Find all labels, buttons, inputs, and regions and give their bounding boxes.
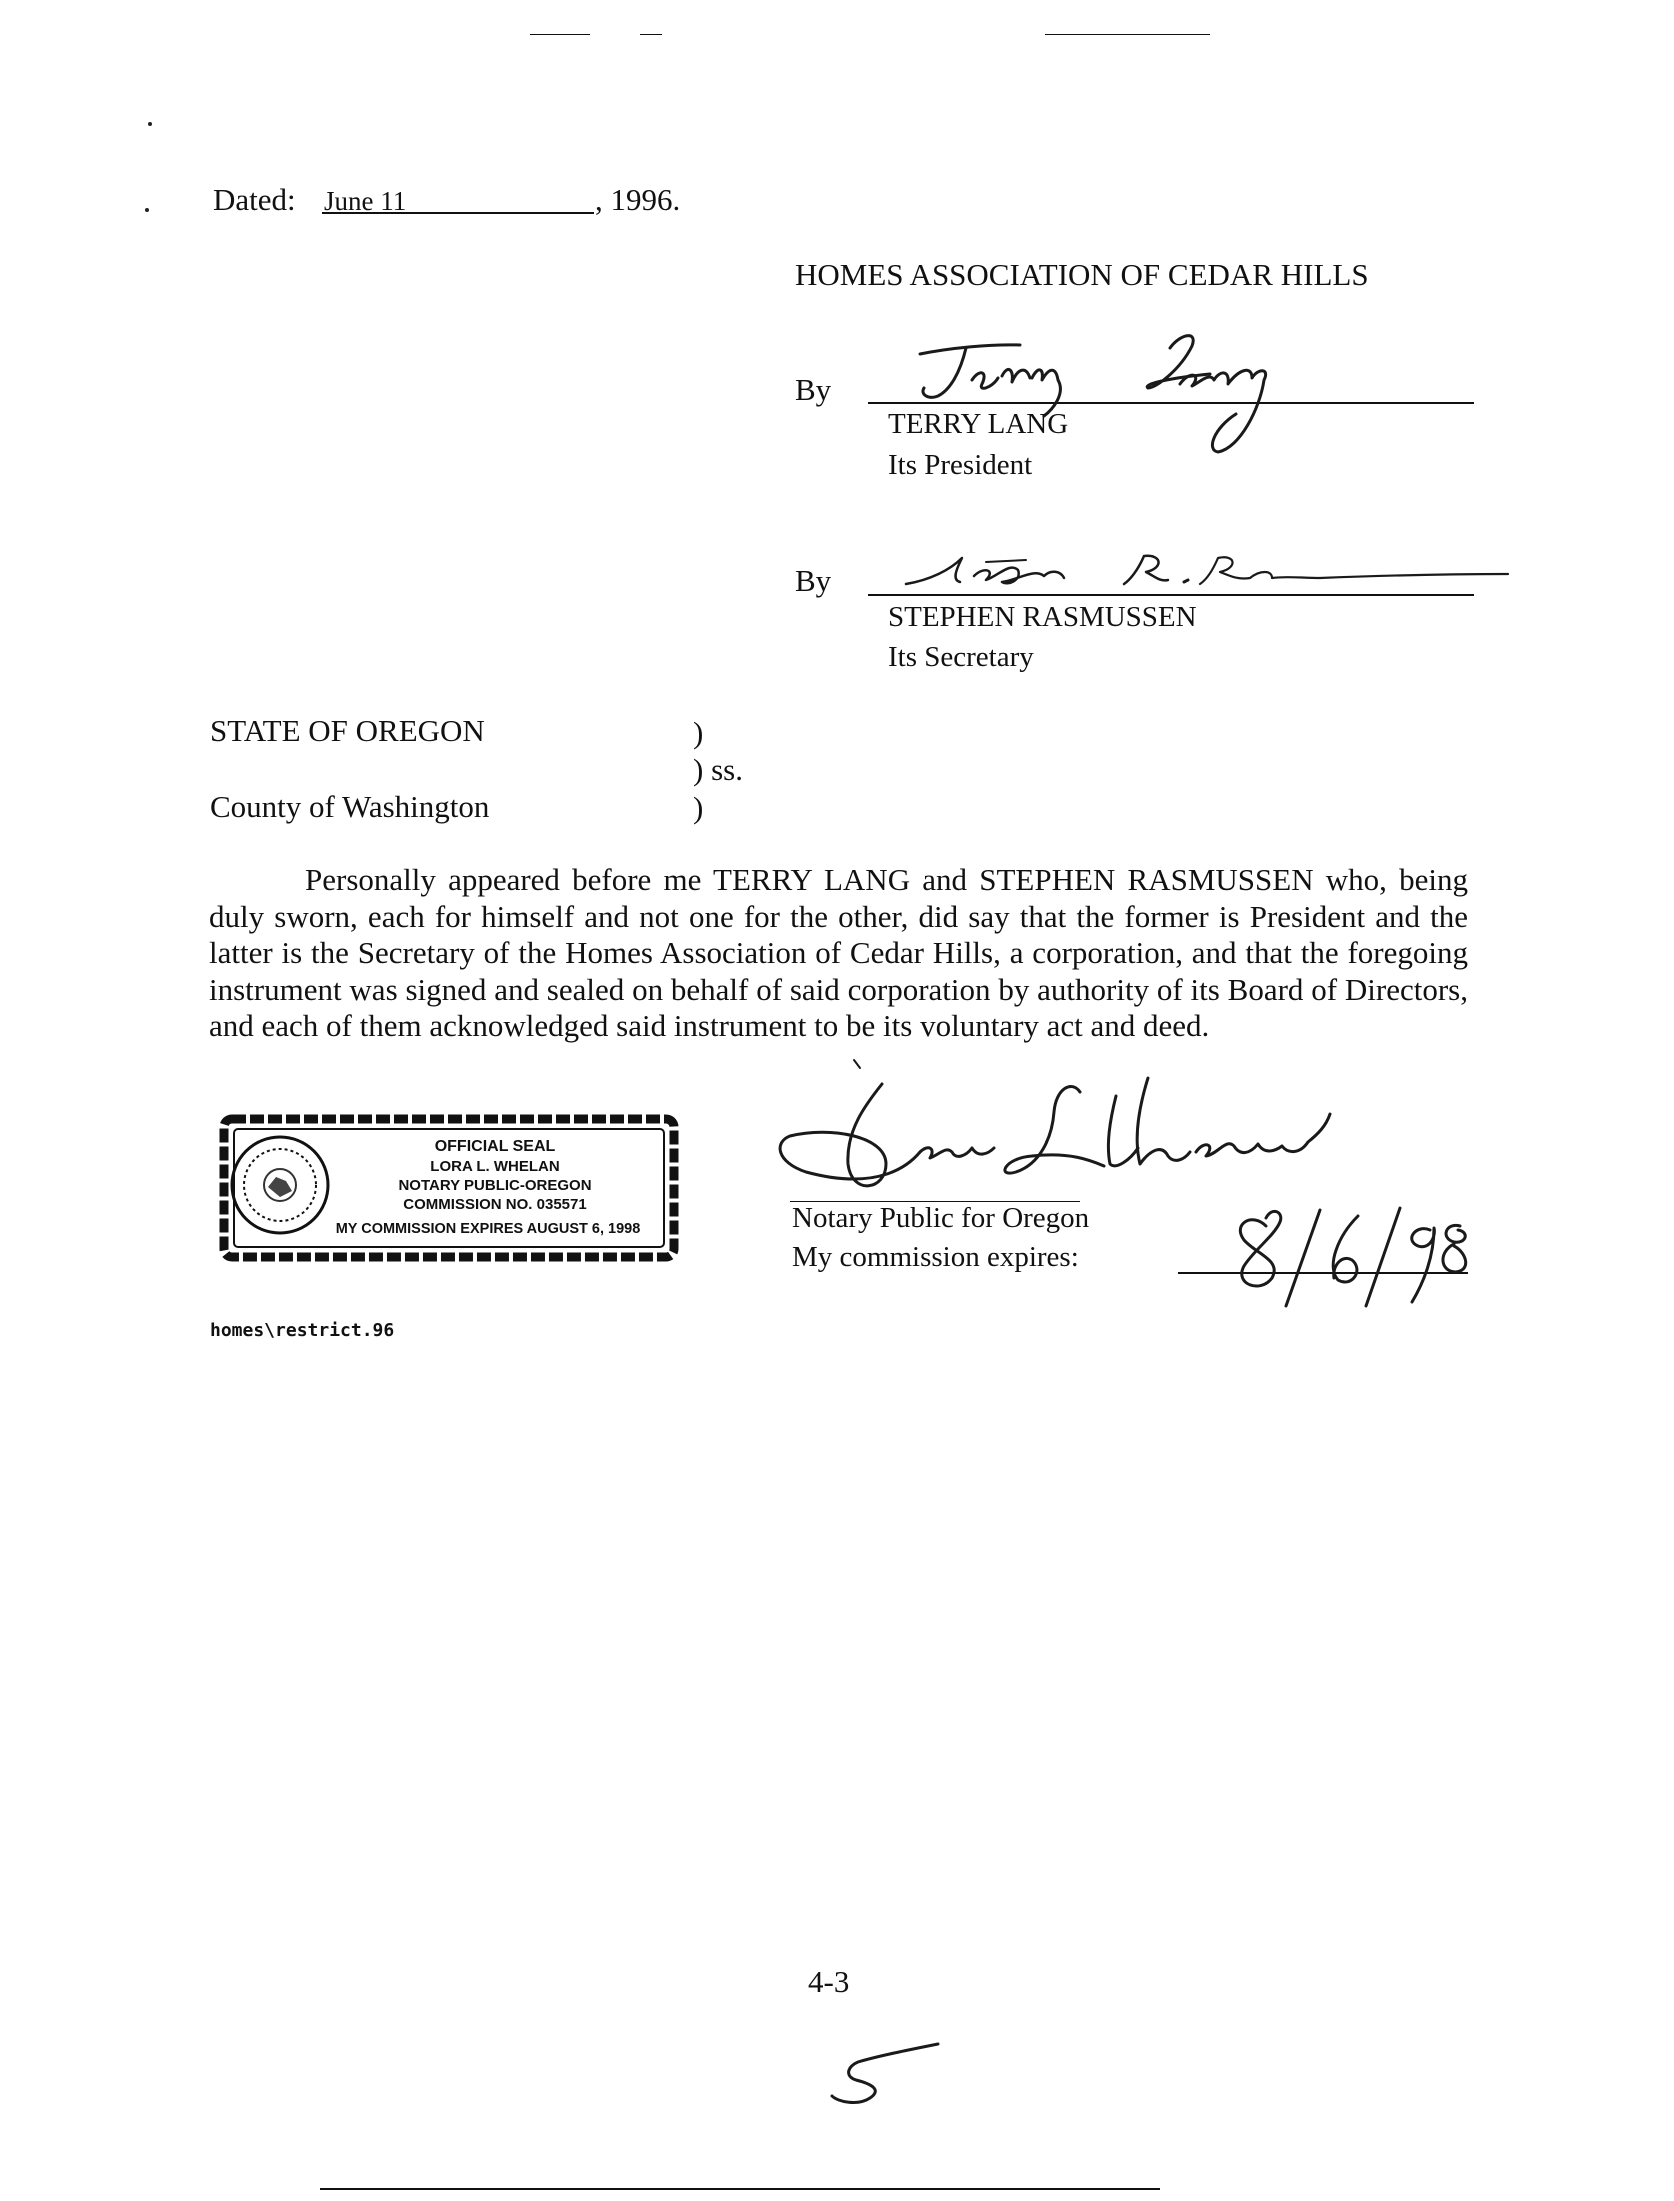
signer-by-label: By bbox=[795, 563, 832, 598]
signer-title: Its Secretary bbox=[888, 641, 1034, 673]
svg-text:COMMISSION NO. 035571: COMMISSION NO. 035571 bbox=[403, 1196, 587, 1213]
scan-artifact bbox=[530, 34, 590, 35]
scan-artifact bbox=[640, 34, 662, 35]
venue-state: STATE OF OREGON bbox=[210, 713, 485, 748]
svg-text:MY COMMISSION EXPIRES AUGUST 6: MY COMMISSION EXPIRES AUGUST 6, 1998 bbox=[335, 1221, 641, 1237]
signer-title: Its President bbox=[888, 449, 1033, 481]
notary-public-label: Notary Public for Oregon bbox=[792, 1202, 1090, 1234]
venue-bracket: ) bbox=[693, 790, 704, 825]
commission-expires-label: My commission expires: bbox=[792, 1241, 1079, 1273]
signer-by-label: By bbox=[795, 372, 832, 407]
venue-bracket: ) bbox=[693, 715, 704, 750]
scan-speck bbox=[148, 122, 152, 126]
scan-artifact bbox=[320, 2188, 1160, 2190]
svg-text:LORA L. WHELAN: LORA L. WHELAN bbox=[430, 1158, 560, 1175]
file-code: homes\restrict.96 bbox=[210, 1320, 395, 1341]
dated-year: , 1996. bbox=[595, 182, 681, 217]
svg-text:NOTARY PUBLIC-OREGON: NOTARY PUBLIC-OREGON bbox=[398, 1177, 592, 1194]
scan-artifact bbox=[1045, 34, 1210, 35]
dated-date: June 11 bbox=[324, 186, 407, 216]
terry-lang-signature bbox=[880, 318, 1340, 468]
svg-text:OFFICIAL SEAL: OFFICIAL SEAL bbox=[434, 1138, 556, 1155]
dated-underline bbox=[322, 212, 594, 214]
dated-label: Dated: bbox=[213, 182, 296, 217]
acknowledgment-paragraph: Personally appeared before me TERRY LANG and STEPHEN RASMUSSEN who, being duly sworn, each for himself and not one for the other, did say that the former is President and the latter is the Secretary of the Homes Association of Cedar Hills, a corporation, and that the foregoing instrument was signed and sealed on behalf of said corporation by authority of its Board of Directors, and each of them acknowledged said instrument to be its voluntary act and deed. bbox=[209, 862, 1468, 1043]
signer-name: STEPHEN RASMUSSEN bbox=[888, 601, 1197, 633]
commission-expiry-date bbox=[1228, 1196, 1478, 1316]
signer-name: TERRY LANG bbox=[888, 408, 1069, 440]
notary-seal-stamp bbox=[220, 1115, 680, 1265]
scan-speck bbox=[145, 208, 149, 212]
venue-ss: ) ss. bbox=[693, 752, 743, 787]
page-number: 4-3 bbox=[808, 1964, 850, 1999]
handwritten-page-mark bbox=[828, 2040, 948, 2110]
stephen-rasmussen-signature bbox=[900, 540, 1520, 610]
venue-county: County of Washington bbox=[210, 789, 490, 824]
association-name: HOMES ASSOCIATION OF CEDAR HILLS bbox=[795, 257, 1369, 292]
